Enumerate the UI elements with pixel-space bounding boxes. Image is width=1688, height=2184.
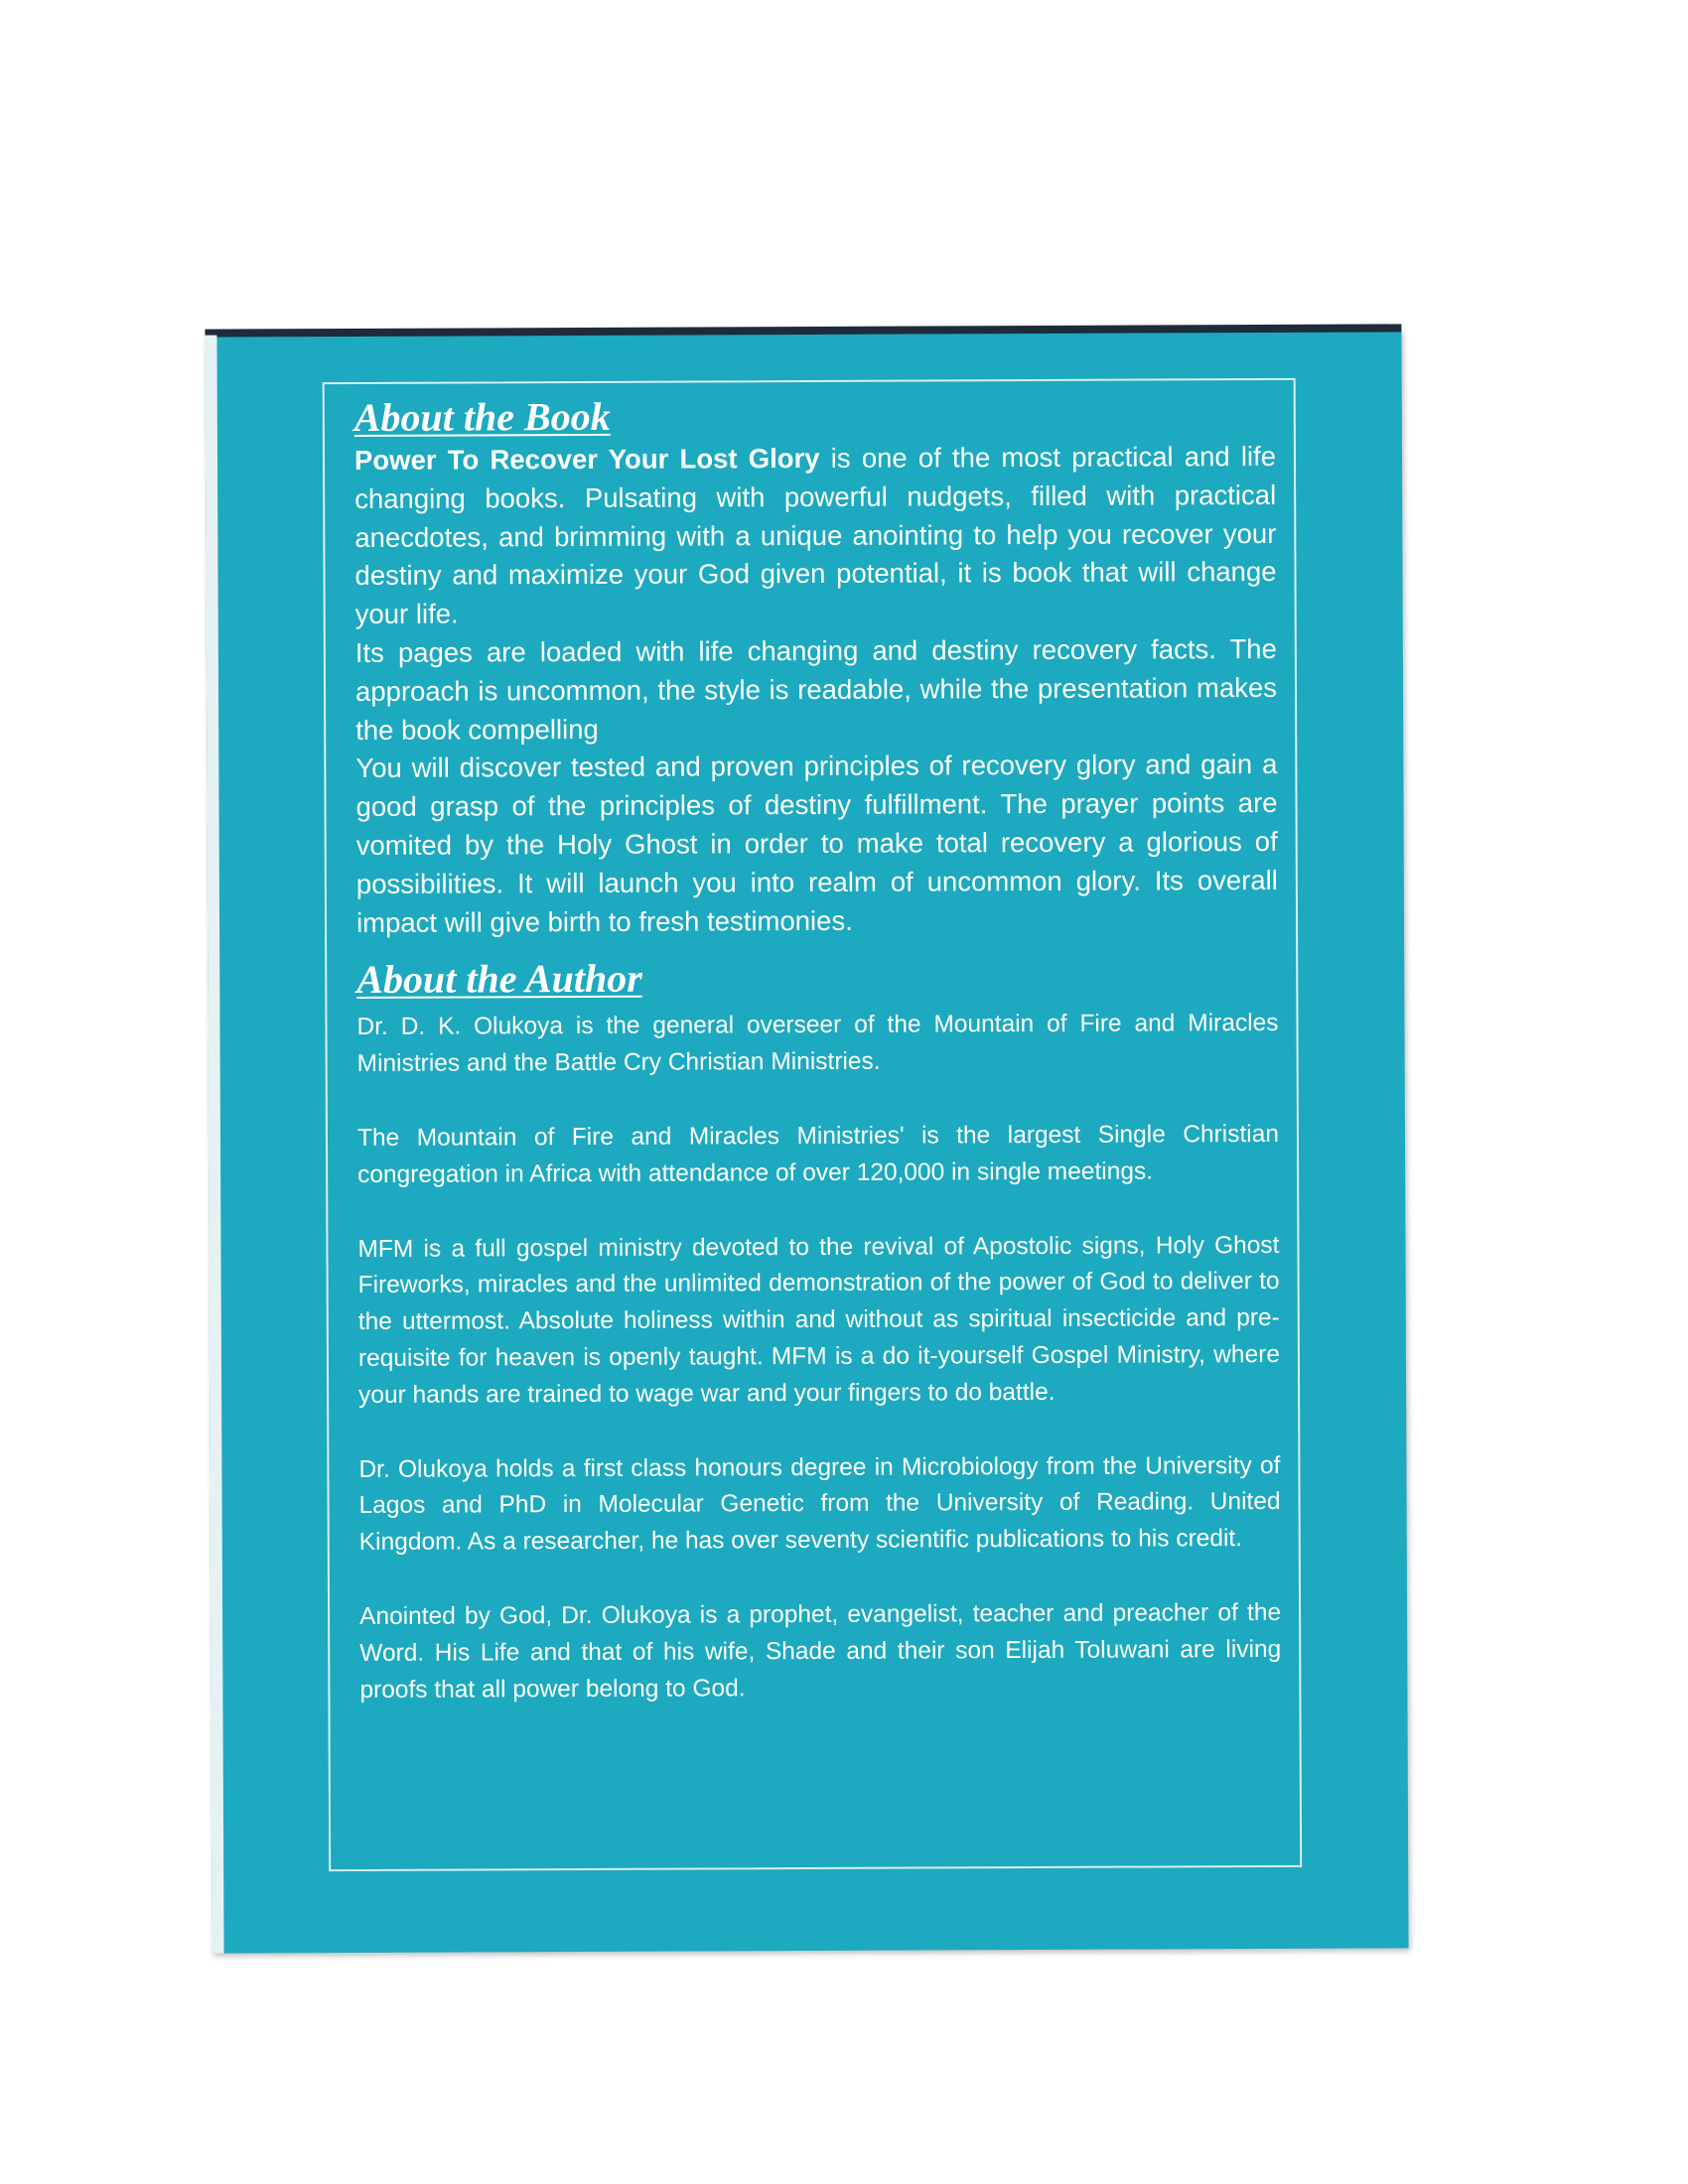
book-title: Power To Recover Your Lost Glory xyxy=(353,442,820,476)
about-author-paragraph-2: The Mountain of Fire and Miracles Ministries' is the largest Single Christian congregation in Africa with attendance of over 120,000 in single meetings. xyxy=(356,1120,1280,1188)
book-top-edge xyxy=(205,324,1401,337)
about-book-paragraph-3: You will discover tested and proven principles of recovery glory and gain a good grasp of the principles of destiny fulfillment. The prayer points are vomited by the Holy Ghost in order to make total recovery a glorious of possibilities. It will launch you into realm of uncommon glory. Its overall impact will give birth to fresh testimonies. xyxy=(355,749,1278,938)
about-book-heading: About the Book xyxy=(353,393,611,440)
about-author-paragraph-1: Dr. D. K. Olukoya is the general overseer of the Mountain of Fire and Miracles Ministries and the Battle Cry Christian Ministries. xyxy=(356,1010,1279,1078)
about-author-paragraph-5: Anointed by God, Dr. Olukoya is a prophet, evangelist, teacher and preacher of the Word. His Life and that of his wife, Shade and their son Elijah Toluwani are living proofs that all power belong to God. xyxy=(359,1598,1282,1704)
book-back-cover xyxy=(205,330,1408,1953)
about-author-paragraph-4: Dr. Olukoya holds a first class honours degree in Microbiology from the University of Lagos and PhD in Molecular Genetic from the University of Reading. United Kingdom. As a researcher, he has over seventy scientific publications to his credit. xyxy=(358,1451,1281,1557)
book-spine-edge xyxy=(205,336,223,1954)
about-book-paragraph-2: Its pages are loaded with life changing and destiny recovery facts. The approach is uncommon, the style is readable, while the presentation makes the book compelling xyxy=(354,632,1278,746)
about-book-paragraph-1 xyxy=(354,438,1277,634)
cover-content xyxy=(354,390,1282,1746)
about-author-paragraph-3: MFM is a full gospel ministry devoted to the revival of Apostolic signs, Holy Ghost Fireworks, miracles and the unlimited demonstration of the power of God to deliver to the uttermost. Absolute holiness within and without as spiritual insecticide and pre-requisite for heaven is openly taught. MFM is a do it-yourself Gospel Ministry, where your hands are trained to wage war and your fingers to do battle. xyxy=(357,1231,1280,1409)
about-author-heading: About the Author xyxy=(356,956,642,1003)
about-book-paragraph-1-text: is one of the most practical and life changing books. Pulsating with powerful nudgets, filled with practical anecdotes, and brimming with a unique anointing to help you recover your destiny and maximize your God given potential, it is book that will change your life. xyxy=(354,440,1277,630)
